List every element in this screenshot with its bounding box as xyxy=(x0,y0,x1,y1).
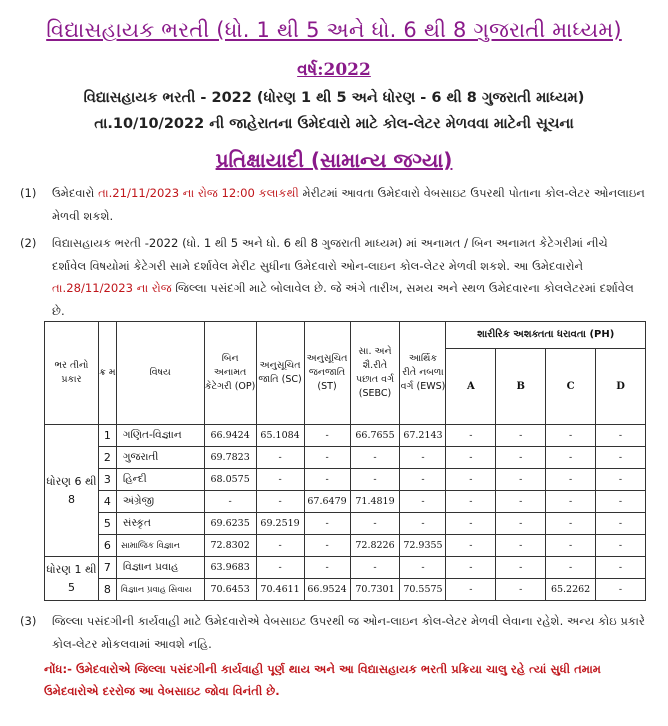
section-title: પ્રતિક્ષાયાદી (સામાન્ય જગ્યા) xyxy=(215,148,453,172)
cell-ph-a: - xyxy=(446,491,496,513)
cell-ph-b: - xyxy=(496,557,546,579)
row-number: 1 xyxy=(98,425,116,447)
cell-sc: - xyxy=(256,469,304,491)
cell-st: - xyxy=(304,513,350,535)
header-ph: શારીરિક અશક્તતા ધરાવતા (PH) xyxy=(446,322,646,349)
paragraph-3 xyxy=(20,610,645,655)
document-title: વિદ્યાસહાયક ભરતી (ધો. 1 થી 5 અને ધો. 6 થી 8 ગુજરાતી માધ્યમ) xyxy=(46,18,622,42)
cell-ph-c: - xyxy=(546,491,596,513)
cell-ph-d: - xyxy=(596,557,646,579)
cell-sebc: 72.8226 xyxy=(350,535,400,557)
year-heading: વર્ષ:2022 xyxy=(297,60,371,80)
cell-sebc: - xyxy=(350,469,400,491)
header-ph-c: C xyxy=(546,349,596,425)
paragraph-2-date-highlight: તા.28/11/2023 ના રોજ xyxy=(52,281,172,295)
subtitle: વિદ્યાસહાયક ભરતી - 2022 (ધોરણ 1 થી 5 અને ધોરણ - 6 થી 8 ગુજરાતી માધ્યમ) xyxy=(83,90,585,106)
group-label-std-1-5: ધોરણ 1 થી 5 xyxy=(45,557,99,601)
row-number: 4 xyxy=(98,491,116,513)
row-subject: ગુજરાતી xyxy=(116,447,204,469)
cell-st: 66.9524 xyxy=(304,579,350,601)
table-row xyxy=(45,557,646,579)
cell-op: 69.7823 xyxy=(204,447,256,469)
cell-sebc: 70.7301 xyxy=(350,579,400,601)
row-number: 7 xyxy=(98,557,116,579)
cell-ph-b: - xyxy=(496,513,546,535)
cell-ph-d: - xyxy=(596,447,646,469)
cell-op: 68.0575 xyxy=(204,469,256,491)
cell-ph-c: - xyxy=(546,469,596,491)
cell-ews: - xyxy=(400,491,446,513)
merit-table xyxy=(44,321,646,601)
cell-ph-b: - xyxy=(496,447,546,469)
paragraph-1 xyxy=(20,182,645,227)
cell-ph-d: - xyxy=(596,535,646,557)
paragraph-1-number: (1) xyxy=(20,186,37,200)
header-ews: આર્થિક રીતે નબળા વર્ગ (EWS) xyxy=(400,322,446,425)
cell-ews: 72.9355 xyxy=(400,535,446,557)
cell-sc: 69.2519 xyxy=(256,513,304,535)
paragraph-3-number: (3) xyxy=(20,614,37,628)
cell-op: 69.6235 xyxy=(204,513,256,535)
cell-ph-d: - xyxy=(596,425,646,447)
paragraph-2-text-post: જિલ્લા પસંદગી માટે બોલાવેલ છે. જે અંગે તારીખ, સમય અને સ્થળ ઉમેદવારના કોલલેટરમાં દર્શાવેલ છે. xyxy=(52,281,634,318)
header-op: બિન અનામત કેટેગરી (OP) xyxy=(204,322,256,425)
cell-ph-c: - xyxy=(546,535,596,557)
cell-ph-a: - xyxy=(446,579,496,601)
row-number: 3 xyxy=(98,469,116,491)
table-row xyxy=(45,513,646,535)
cell-ews: - xyxy=(400,513,446,535)
cell-ph-d: - xyxy=(596,491,646,513)
cell-ph-b: - xyxy=(496,425,546,447)
cell-ph-a: - xyxy=(446,425,496,447)
cell-op: 72.8302 xyxy=(204,535,256,557)
table-header-row-1 xyxy=(45,322,646,349)
table-row xyxy=(45,491,646,513)
cell-sc: 65.1084 xyxy=(256,425,304,447)
row-subject: ગણિત-વિજ્ઞાન xyxy=(116,425,204,447)
paragraph-3-text: જિલ્લા પસંદગીની કાર્યવાહી માટે ઉમેદવારોએ વેબસાઇટ ઉપરથી જ ઓન-લાઇન કોલ-લેટર મેળવી લેવાના રહેશે. અન્ય કોઇ પ્રકારે કોલ-લેટર મોકલવામાં આવશે નહિ. xyxy=(52,614,645,651)
paragraph-1-text-pre: ઉમેદવારો xyxy=(52,186,99,200)
cell-ph-d: - xyxy=(596,579,646,601)
cell-ph-a: - xyxy=(446,513,496,535)
cell-ews: 70.5575 xyxy=(400,579,446,601)
cell-ews: - xyxy=(400,447,446,469)
cell-ph-c: - xyxy=(546,447,596,469)
cell-st: - xyxy=(304,425,350,447)
table-row xyxy=(45,535,646,557)
table-row xyxy=(45,447,646,469)
row-subject: સંસ્કૃત xyxy=(116,513,204,535)
cell-ph-a: - xyxy=(446,557,496,579)
row-subject: સામાજિક વિજ્ઞાન xyxy=(116,535,204,557)
table-row xyxy=(45,425,646,447)
cell-st: - xyxy=(304,557,350,579)
cell-st: - xyxy=(304,469,350,491)
row-number: 2 xyxy=(98,447,116,469)
cell-op: 66.9424 xyxy=(204,425,256,447)
cell-ews: - xyxy=(400,557,446,579)
header-ph-d: D xyxy=(596,349,646,425)
table-row xyxy=(45,579,646,601)
cell-ph-b: - xyxy=(496,579,546,601)
header-ph-b: B xyxy=(496,349,546,425)
cell-sc: - xyxy=(256,491,304,513)
cell-sc: - xyxy=(256,447,304,469)
cell-ph-d: - xyxy=(596,469,646,491)
notice-line: તા.10/10/2022 ની જાહેરાતના ઉમેદવારો માટે કોલ-લેટર મેળવવા માટેની સૂચના xyxy=(94,116,574,132)
header-sebc: સા. અને શૈ.રીતે પછાત વર્ગ (SEBC) xyxy=(350,322,400,425)
cell-ph-a: - xyxy=(446,447,496,469)
cell-sebc: 66.7655 xyxy=(350,425,400,447)
row-subject: વિજ્ઞાન પ્રવાહ સિવાય xyxy=(116,579,204,601)
header-recruitment-type: ભર તીનો પ્રકાર xyxy=(45,322,99,425)
cell-ews: 67.2143 xyxy=(400,425,446,447)
cell-ph-a: - xyxy=(446,469,496,491)
cell-op: - xyxy=(204,491,256,513)
paragraph-1-date-highlight: તા.21/11/2023 ના રોજ 12:00 કલાકથી xyxy=(98,186,299,200)
row-number: 6 xyxy=(98,535,116,557)
row-number: 5 xyxy=(98,513,116,535)
header-subject: વિષય xyxy=(116,322,204,425)
paragraph-1-text-post: મેરીટમાં આવતા ઉમેદવારો વેબસાઇટ ઉપરથી પોતાના કોલ-લેટર ઓનલાઇન મેળવી શકશે. xyxy=(52,186,645,223)
row-subject: હિન્દી xyxy=(116,469,204,491)
cell-sc: - xyxy=(256,535,304,557)
paragraph-2 xyxy=(20,232,645,322)
paragraph-2-number: (2) xyxy=(20,236,37,250)
cell-sc: 70.4611 xyxy=(256,579,304,601)
paragraph-2-text-pre: વિદ્યાસહાયક ભરતી -2022 (ધો. 1 થી 5 અને ધો. 6 થી 8 ગુજરાતી માધ્યમ) માં અનામત / બિન અનામત કેટેગરીમાં નીચે દર્શાવેલ વિષયોમાં કેટેગરી સામે દર્શાવેલ મેરીટ સુધીના ઉમેદવારો ઓન-લાઇન કોલ-લેટર મેળવી શકશે. આ ઉમેદવારોને xyxy=(52,236,608,273)
header-st: અનુસૂચિત જનજાતિ (ST) xyxy=(304,322,350,425)
cell-ph-c: - xyxy=(546,425,596,447)
cell-sebc: - xyxy=(350,513,400,535)
table-row xyxy=(45,469,646,491)
cell-ph-b: - xyxy=(496,535,546,557)
cell-op: 70.6453 xyxy=(204,579,256,601)
cell-st: - xyxy=(304,447,350,469)
cell-sebc: 71.4819 xyxy=(350,491,400,513)
header-serial: ક્ર મ xyxy=(98,322,116,425)
header-sc: અનુસૂચિત જાતિ (SC) xyxy=(256,322,304,425)
cell-op: 63.9683 xyxy=(204,557,256,579)
group-label-std-6-8: ધોરણ 6 થી 8 xyxy=(45,425,99,557)
cell-ph-c: 65.2262 xyxy=(546,579,596,601)
cell-sebc: - xyxy=(350,447,400,469)
cell-st: - xyxy=(304,535,350,557)
cell-ph-b: - xyxy=(496,469,546,491)
cell-st: 67.6479 xyxy=(304,491,350,513)
row-subject: અંગ્રેજી xyxy=(116,491,204,513)
row-number: 8 xyxy=(98,579,116,601)
cell-ph-a: - xyxy=(446,535,496,557)
cell-sc: - xyxy=(256,557,304,579)
cell-ph-c: - xyxy=(546,557,596,579)
header-ph-a: A xyxy=(446,349,496,425)
cell-ews: - xyxy=(400,469,446,491)
row-subject: વિજ્ઞાન પ્રવાહ xyxy=(116,557,204,579)
cell-sebc: - xyxy=(350,557,400,579)
cell-ph-d: - xyxy=(596,513,646,535)
cell-ph-b: - xyxy=(496,491,546,513)
note: નોંધ:- ઉમેદવારોએ જિલ્લા પસંદગીની કાર્યવાહી પૂર્ણ થાય અને આ વિદ્યાસહાયક ભરતી પ્રક્રિયા ચાલુ રહે ત્યાં સુધી તમામ ઉમેદવારોએ દરરોજ આ વેબસાઇટ જોવા વિનંતી છે. xyxy=(44,662,601,698)
cell-ph-c: - xyxy=(546,513,596,535)
